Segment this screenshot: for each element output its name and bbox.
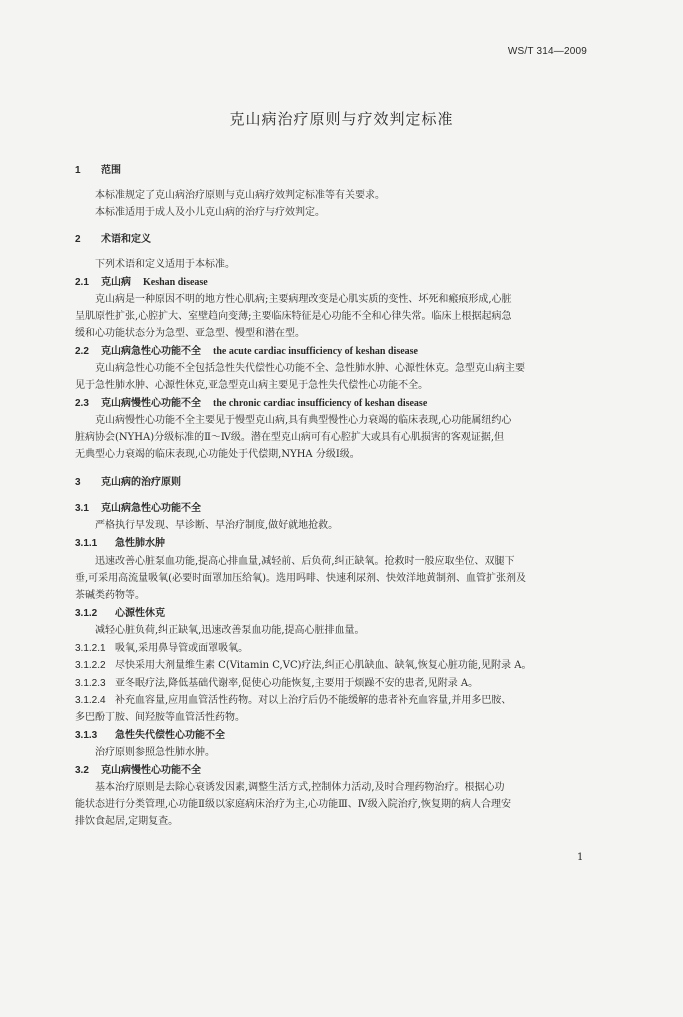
numbered-item: 3.1.2.4 补充血容量,应用血管活性药物。对以上治疗后仍不能缓解的患者补充血容量,并用多巴胺、 xyxy=(75,695,512,706)
paragraph-line: 下列术语和定义适用于本标准。 xyxy=(95,259,235,270)
paragraph-line: 排饮食起居,定期复查。 xyxy=(75,816,179,827)
page-number: 1 xyxy=(577,852,584,863)
paragraph-line: 缓和心功能状态分为急型、亚急型、慢型和潜在型。 xyxy=(75,328,305,339)
numbered-item: 3.1.2.3 亚冬眠疗法,降低基础代谢率,促使心功能恢复,主要用于烦躁不安的患者,见附录 A。 xyxy=(75,678,479,689)
numbered-item: 3.1.2.2 尽快采用大剂量维生素 C(Vitamin C,VC)疗法,纠正心肌缺血、缺氧,恢复心脏功能,见附录 A。 xyxy=(75,660,532,671)
paragraph-line: 无典型心力衰竭的临床表现,心功能处于代偿期,NYHA 分级Ⅰ级。 xyxy=(75,449,360,460)
paragraph-line: 见于急性肺水肿、心源性休克,亚急型克山病主要见于急性失代偿性心功能不全。 xyxy=(75,380,429,391)
standard-number: WS/T 314—2009 xyxy=(507,46,587,57)
subsection-heading: 3.2 克山病慢性心功能不全 xyxy=(75,765,201,776)
numbered-item: 3.1.2.1 吸氧,采用鼻导管或面罩吸氧。 xyxy=(75,643,249,654)
subsection-heading: 2.3 克山病慢性心功能不全 the chronic cardiac insufficiency of keshan disease xyxy=(75,398,428,409)
paragraph-line: 治疗原则参照急性肺水肿。 xyxy=(95,747,215,758)
paragraph-line: 克山病慢性心功能不全主要见于慢型克山病,具有典型慢性心力衰竭的临床表现,心功能属纽约心 xyxy=(95,415,512,426)
paragraph-line: 克山病是一种原因不明的地方性心肌病;主要病理改变是心肌实质的变性、坏死和瘢痕形成,心脏 xyxy=(95,294,512,305)
paragraph-line: 多巴酚丁胺、间羟胺等血管活性药物。 xyxy=(75,712,245,723)
section-heading: 3 克山病的治疗原则 xyxy=(75,477,181,488)
subsection-heading: 2.1 克山病 Keshan disease xyxy=(75,277,208,288)
subsection-heading: 3.1.3 急性失代偿性心功能不全 xyxy=(75,730,225,741)
paragraph-line: 迅速改善心脏泵血功能,提高心排血量,减轻前、后负荷,纠正缺氧。抢救时一般应取坐位、双腿下 xyxy=(95,556,515,567)
paragraph-line: 脏病协会(NYHA)分级标准的Ⅱ～Ⅳ级。潜在型克山病可有心腔扩大或具有心肌损害的客观证据,但 xyxy=(75,432,505,443)
paragraph-line: 能状态进行分类管理,心功能Ⅱ级以家庭病床治疗为主,心功能Ⅲ、Ⅳ级入院治疗,恢复期的病人合理安 xyxy=(75,799,511,810)
paragraph-line: 本标准适用于成人及小儿克山病的治疗与疗效判定。 xyxy=(95,207,325,218)
paragraph-line: 基本治疗原则是去除心衰诱发因素,调整生活方式,控制体力活动,及时合理药物治疗。根据心功 xyxy=(95,782,505,793)
paragraph-line: 茶碱类药物等。 xyxy=(75,590,145,601)
paragraph-line: 严格执行早发现、早诊断、早治疗制度,做好就地抢救。 xyxy=(95,520,339,531)
subsection-heading: 3.1 克山病急性心功能不全 xyxy=(75,503,201,514)
paragraph-line: 克山病急性心功能不全包括急性失代偿性心功能不全、急性肺水肿、心源性休克。急型克山病主要 xyxy=(95,363,525,374)
page-title: 克山病治疗原则与疗效判定标准 xyxy=(229,110,454,128)
section-heading: 1 范围 xyxy=(75,165,121,176)
subsection-heading: 3.1.2 心源性休克 xyxy=(75,608,165,619)
paragraph-line: 呈肌原性扩张,心腔扩大、室壁趋向变薄;主要临床特征是心功能不全和心律失常。临床上根据起病急 xyxy=(75,311,512,322)
paragraph-line: 本标准规定了克山病治疗原则与克山病疗效判定标准等有关要求。 xyxy=(95,190,385,201)
subsection-heading: 2.2 克山病急性心功能不全 the acute cardiac insufficiency of keshan disease xyxy=(75,346,418,357)
paragraph-line: 垂,可采用高流量吸氧(必要时面罩加压给氧)。选用吗啡、快速利尿剂、快效洋地黄制剂、血管扩张剂及 xyxy=(75,573,526,584)
section-heading: 2 术语和定义 xyxy=(75,234,151,245)
subsection-heading: 3.1.1 急性肺水肿 xyxy=(75,538,165,549)
paragraph-line: 减轻心脏负荷,纠正缺氧,迅速改善泵血功能,提高心脏排血量。 xyxy=(95,625,365,636)
